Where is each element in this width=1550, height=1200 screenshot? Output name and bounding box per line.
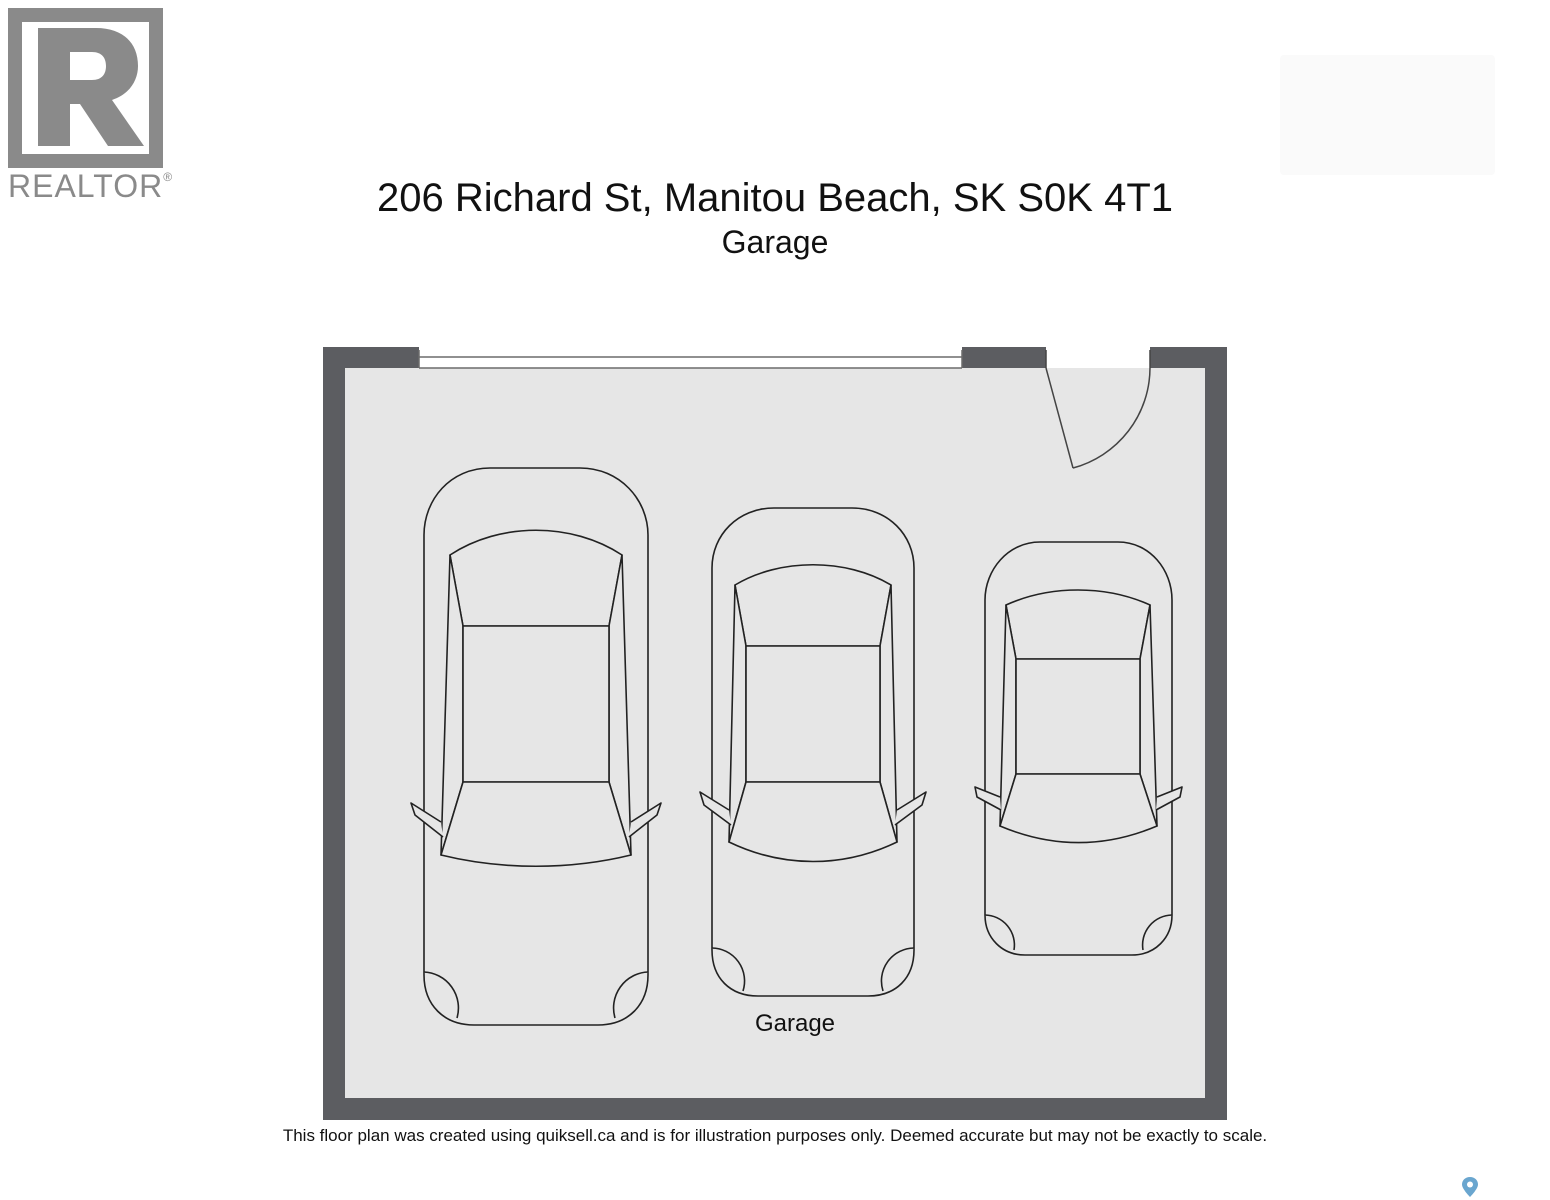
page-title: 206 Richard St, Manitou Beach, SK S0K 4T1 — [377, 176, 1173, 220]
room-label-garage: Garage — [754, 1010, 836, 1037]
map-pin-icon[interactable] — [1460, 1176, 1480, 1198]
car-medium — [700, 508, 926, 996]
disclaimer-text: This floor plan was created using quiksell.ca and is for illustration purposes only. Deemed accurate but may not be exactly to scale. — [282, 1126, 1268, 1145]
page-subtitle: Garage — [721, 224, 829, 260]
overhead-door-opening — [419, 350, 962, 368]
car-small — [975, 542, 1182, 955]
realtor-wordmark: REALTOR® — [8, 168, 174, 204]
car-large — [411, 468, 661, 1025]
